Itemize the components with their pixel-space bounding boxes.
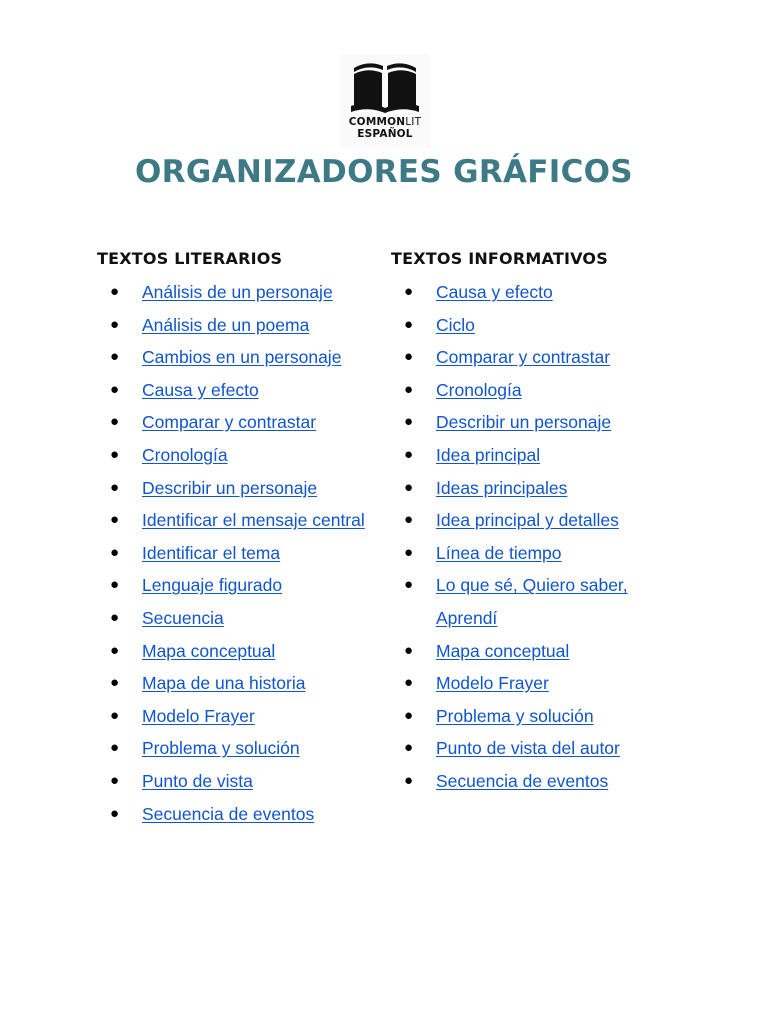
list-item bbox=[391, 667, 651, 700]
organizer-link[interactable]: Punto de vista del autor bbox=[436, 738, 620, 759]
organizer-link[interactable]: Análisis de un poema bbox=[142, 314, 310, 335]
organizer-link[interactable]: Causa y efecto bbox=[436, 282, 553, 302]
bullet: ● bbox=[110, 511, 120, 529]
informative-texts-column bbox=[391, 248, 651, 798]
bullet: ● bbox=[404, 511, 414, 529]
bullet: ● bbox=[404, 739, 414, 757]
organizer-link[interactable]: Describir un personaje bbox=[142, 477, 318, 498]
list-item bbox=[391, 439, 651, 472]
list-item bbox=[97, 276, 377, 309]
literary-texts-list bbox=[97, 276, 377, 830]
list-item bbox=[97, 798, 377, 831]
bullet: ● bbox=[404, 413, 414, 431]
bullet: ● bbox=[110, 674, 120, 692]
list-item bbox=[391, 309, 651, 342]
list-item bbox=[391, 341, 651, 374]
organizer-link[interactable]: Describir un personaje bbox=[436, 412, 612, 433]
bullet: ● bbox=[110, 413, 120, 431]
list-item bbox=[97, 569, 377, 602]
organizer-link[interactable]: Mapa conceptual bbox=[436, 640, 570, 661]
bullet: ● bbox=[110, 283, 120, 300]
bullet: ● bbox=[404, 674, 414, 692]
list-item bbox=[391, 569, 651, 634]
open-book-icon bbox=[350, 60, 420, 116]
list-item bbox=[391, 537, 651, 570]
list-item bbox=[97, 472, 377, 505]
list-item bbox=[391, 406, 651, 439]
list-item bbox=[391, 732, 651, 765]
list-item bbox=[391, 765, 651, 798]
organizer-link[interactable]: Punto de vista bbox=[142, 770, 253, 791]
list-item bbox=[391, 635, 651, 668]
organizer-link[interactable]: Cronología bbox=[142, 444, 228, 465]
organizer-link[interactable]: Modelo Frayer bbox=[436, 673, 549, 694]
organizer-link[interactable]: Modelo Frayer bbox=[142, 705, 255, 726]
bullet: ● bbox=[110, 739, 120, 757]
bullet: ● bbox=[110, 543, 120, 561]
bullet: ● bbox=[110, 478, 120, 496]
bullet: ● bbox=[110, 445, 120, 463]
organizer-link[interactable]: Secuencia bbox=[142, 607, 224, 628]
bullet: ● bbox=[110, 771, 120, 789]
list-item bbox=[391, 504, 651, 537]
organizer-link[interactable]: Comparar y contrastar bbox=[142, 412, 317, 433]
organizer-link[interactable]: Comparar y contrastar bbox=[436, 347, 611, 368]
bullet: ● bbox=[404, 283, 414, 300]
page-title: ORGANIZADORES GRÁFICOS bbox=[135, 154, 633, 190]
literary-texts-column bbox=[97, 248, 377, 830]
bullet: ● bbox=[404, 576, 414, 594]
organizer-link[interactable]: Cronología bbox=[436, 379, 522, 400]
bullet: ● bbox=[404, 641, 414, 659]
list-item bbox=[97, 700, 377, 733]
list-item bbox=[97, 439, 377, 472]
bullet: ● bbox=[110, 348, 120, 366]
bullet: ● bbox=[110, 804, 120, 822]
bullet: ● bbox=[404, 315, 414, 333]
organizer-link[interactable]: Idea principal y detalles bbox=[436, 510, 619, 531]
bullet: ● bbox=[404, 771, 414, 789]
bullet: ● bbox=[110, 576, 120, 594]
bullet: ● bbox=[404, 380, 414, 398]
organizer-link[interactable]: Mapa de una historia bbox=[142, 673, 306, 694]
informative-texts-list bbox=[391, 276, 651, 798]
list-item bbox=[97, 765, 377, 798]
organizer-link[interactable]: Problema y solución bbox=[436, 705, 594, 726]
organizer-link[interactable]: Cambios en un personaje bbox=[142, 347, 342, 368]
list-item bbox=[97, 732, 377, 765]
list-item bbox=[97, 602, 377, 635]
bullet: ● bbox=[404, 348, 414, 366]
list-item bbox=[97, 504, 377, 537]
bullet: ● bbox=[110, 608, 120, 626]
bullet: ● bbox=[110, 315, 120, 333]
bullet: ● bbox=[110, 641, 120, 659]
bullet: ● bbox=[404, 706, 414, 724]
bullet: ● bbox=[110, 380, 120, 398]
bullet: ● bbox=[110, 706, 120, 724]
organizer-link[interactable]: Lenguaje figurado bbox=[142, 575, 283, 596]
organizer-link[interactable]: Ideas principales bbox=[436, 477, 568, 498]
list-item bbox=[391, 700, 651, 733]
list-item bbox=[97, 406, 377, 439]
organizer-link[interactable]: Lo que sé, Quiero saber, Aprendí bbox=[436, 575, 628, 628]
organizer-link[interactable]: Idea principal bbox=[436, 444, 541, 465]
logo-wordmark-line1: COMMONLIT bbox=[348, 116, 422, 128]
list-item bbox=[391, 276, 651, 309]
organizer-link[interactable]: Secuencia de eventos bbox=[436, 770, 609, 791]
informative-texts-heading: TEXTOS INFORMATIVOS bbox=[391, 249, 608, 268]
organizer-link[interactable]: Identificar el mensaje central bbox=[142, 510, 365, 531]
list-item bbox=[97, 635, 377, 668]
list-item bbox=[97, 309, 377, 342]
list-item bbox=[97, 537, 377, 570]
logo-wordmark-line2: ESPAÑOL bbox=[357, 128, 413, 140]
organizer-link[interactable]: Ciclo bbox=[436, 314, 475, 335]
organizer-link[interactable]: Secuencia de eventos bbox=[142, 803, 315, 824]
list-item bbox=[391, 374, 651, 407]
bullet: ● bbox=[404, 445, 414, 463]
list-item bbox=[97, 374, 377, 407]
list-item bbox=[97, 667, 377, 700]
organizer-link[interactable]: Línea de tiempo bbox=[436, 542, 562, 563]
bullet: ● bbox=[404, 478, 414, 496]
organizer-link[interactable]: Identificar el tema bbox=[142, 542, 281, 563]
literary-texts-heading: TEXTOS LITERARIOS bbox=[97, 249, 283, 268]
bullet: ● bbox=[404, 543, 414, 561]
organizer-link[interactable]: Problema y solución bbox=[142, 738, 300, 759]
organizer-link[interactable]: Causa y efecto bbox=[142, 379, 259, 400]
list-item bbox=[391, 472, 651, 505]
commonlit-logo bbox=[340, 54, 430, 148]
organizer-link[interactable]: Análisis de un personaje bbox=[142, 282, 333, 302]
organizer-link[interactable]: Mapa conceptual bbox=[142, 640, 276, 661]
list-item bbox=[97, 341, 377, 374]
